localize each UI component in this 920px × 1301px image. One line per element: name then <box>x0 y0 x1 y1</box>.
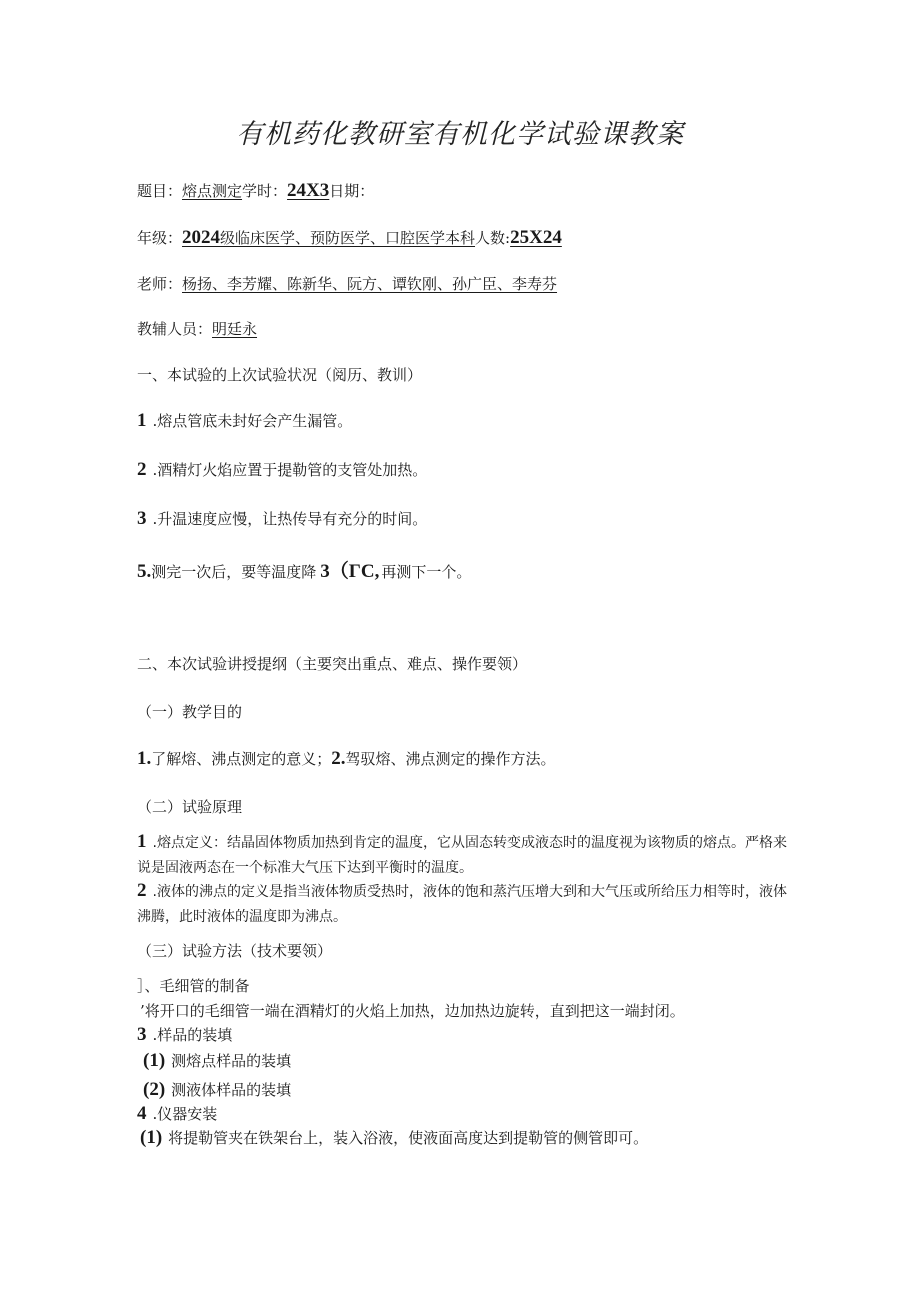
principle-number: 2 <box>137 880 147 901</box>
objectives-line <box>137 748 556 770</box>
hours-label: 学时： <box>242 182 288 200</box>
method-4-title <box>137 1103 217 1125</box>
sub-number: (1) <box>140 1127 163 1148</box>
method-3-sub-a <box>143 1050 291 1072</box>
method-1-desc: ’将开口的毛细管一端在酒精灯的火焰上加热，边加热边旋转，直到把这一端封闭。 <box>140 1002 685 1020</box>
item-number: 3 <box>137 508 147 529</box>
assistant-value: 明廷永 <box>212 320 258 338</box>
count-value: 25X24 <box>510 227 562 248</box>
grade-line <box>137 227 562 249</box>
item-number-2: 3（ΓC, <box>320 561 380 582</box>
topic-line <box>137 180 374 202</box>
item-text: .升温速度应慢，让热传导有充分的时间。 <box>152 510 428 528</box>
sub-text: 测液体样品的装填 <box>171 1081 292 1099</box>
item-number: 5. <box>137 561 152 582</box>
item-text: .酒精灯火焰应置于提勒管的支管处加热。 <box>152 461 428 479</box>
teacher-label: 老师： <box>137 275 183 293</box>
assistant-label: 教辅人员： <box>137 320 213 338</box>
assistant-line <box>137 318 257 339</box>
subheading-principles: （二）试验原理 <box>137 798 243 816</box>
sub-number: (2) <box>143 1079 166 1100</box>
list-item <box>137 508 427 530</box>
topic-label: 题目： <box>137 182 183 200</box>
principle-number: 1 <box>137 831 147 852</box>
item-text: .熔点管底未封好会产生漏管。 <box>152 412 353 430</box>
principle-text: .液体的沸点的定义是指当液体物质受热时，液体的饱和蒸汽压增大到和大气压或所给压力相等时，液体沸腾，此时液体的温度即为沸点。 <box>137 884 787 925</box>
teacher-value: 杨扬、李芳耀、陈新华、阮方、谭钦刚、孙广臣、李寿芬 <box>182 275 558 293</box>
method-text: .仪器安装 <box>152 1105 218 1123</box>
objective-text: 了解熔、沸点测定的意义； <box>151 750 332 768</box>
topic-value: 熔点测定 <box>182 182 243 200</box>
page-title: 有机药化教研室有机化学试验课教案 <box>236 119 684 150</box>
principle-text: .熔点定义：结晶固体物质加热到肯定的温度，它从固态转变成液态时的温度视为该物质的熔点。严格来说是固液两态在一个标准大气压下达到平衡时的温度。 <box>137 835 787 876</box>
list-item <box>137 556 471 583</box>
list-item <box>137 410 352 432</box>
item-text: 测完一次后，要等温度降 <box>151 563 317 581</box>
method-3-title <box>137 1024 232 1046</box>
sub-text: 测熔点样品的装填 <box>171 1052 292 1070</box>
objective-text: 驾驭熔、沸点测定的操作方法。 <box>345 750 556 768</box>
principle-paragraph <box>137 878 787 930</box>
method-number: 4 <box>137 1103 147 1124</box>
method-1-title: ］、毛细管的制备 <box>137 977 250 995</box>
principle-paragraph <box>137 829 787 881</box>
count-label: 人数: <box>475 229 511 247</box>
objective-number: 2. <box>331 748 346 769</box>
method-number: 3 <box>137 1024 147 1045</box>
item-number: 1 <box>137 410 147 431</box>
method-3-sub-b <box>143 1079 291 1101</box>
method-text: .样品的装填 <box>152 1026 233 1044</box>
item-number: 2 <box>137 459 147 480</box>
objective-number: 1. <box>137 748 152 769</box>
sub-number: (1) <box>143 1050 166 1071</box>
date-label: 日期： <box>329 182 375 200</box>
hours-value: 24X3 <box>287 180 330 201</box>
method-4-sub-a <box>140 1127 648 1149</box>
item-text-2: 再测下一个。 <box>381 563 472 581</box>
subheading-objectives: （一）教学目的 <box>137 703 243 721</box>
section1-heading: 一、本试验的上次试验状况（阅历、教训） <box>137 366 423 384</box>
grade-value-num: 2024 <box>182 227 221 248</box>
section2-heading: 二、本次试验讲授提纲（主要突出重点、难点、操作要领） <box>137 655 528 673</box>
subheading-methods: （三）试验方法（技术要领） <box>137 942 333 960</box>
grade-value-text: 级临床医学、预防医学、口腔医学本科 <box>220 229 476 247</box>
list-item <box>137 459 427 481</box>
teacher-line <box>137 273 557 294</box>
sub-text: 将提勒管夹在铁架台上，装入浴液，使液面高度达到提勒管的侧管即可。 <box>168 1129 649 1147</box>
grade-label: 年级： <box>137 229 183 247</box>
